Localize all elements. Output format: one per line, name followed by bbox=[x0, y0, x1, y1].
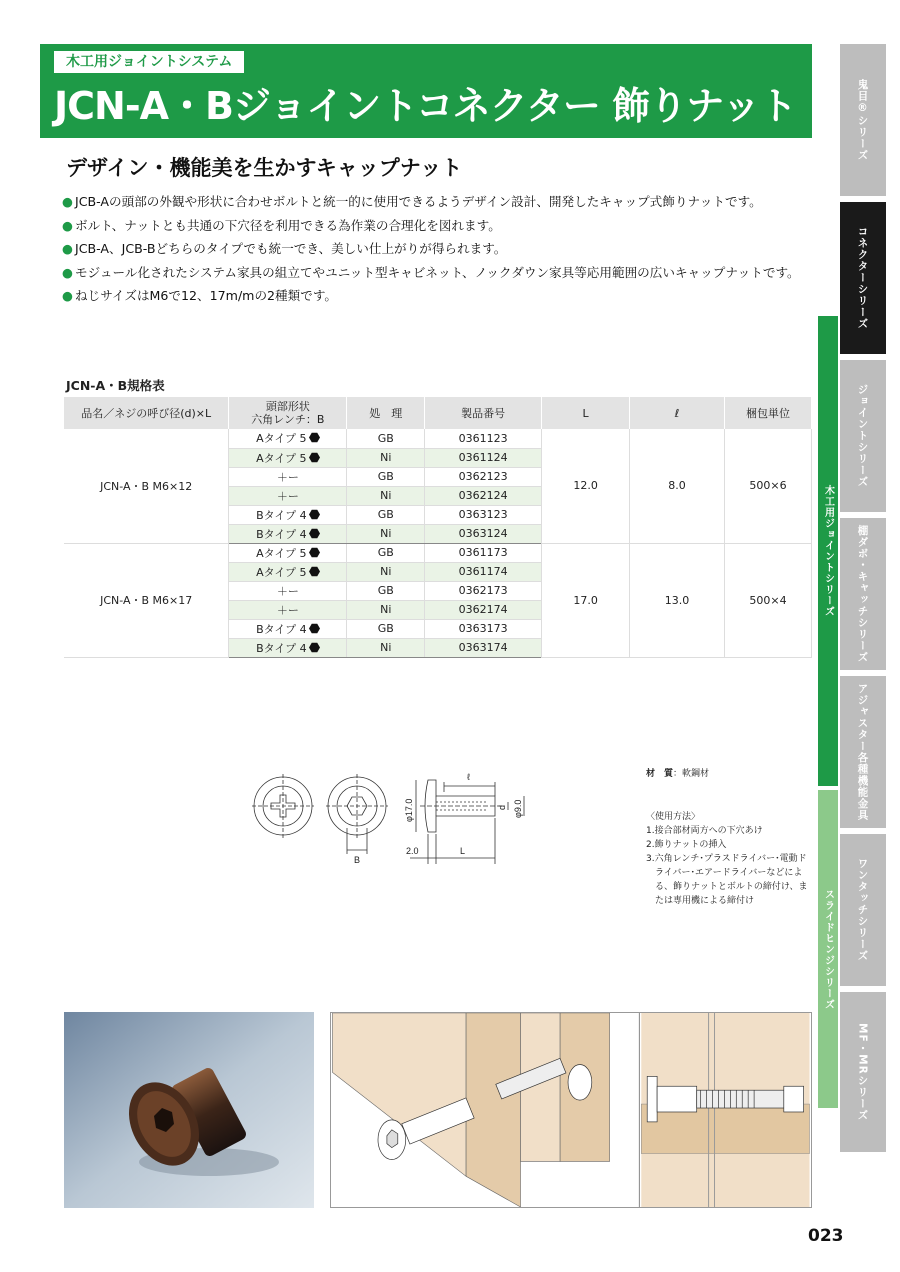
cell-finish: GB bbox=[347, 505, 425, 524]
cell-head: Aタイプ 5 bbox=[229, 562, 347, 581]
hex-icon bbox=[309, 452, 320, 466]
installation-illustration bbox=[330, 1012, 812, 1208]
cell-code: 0362124 bbox=[425, 486, 542, 505]
cell-code: 0363124 bbox=[425, 524, 542, 543]
cell-finish: GB bbox=[347, 429, 425, 448]
usage-line: 3.六角レンチ･プラスドライバー･電動ド bbox=[646, 854, 807, 864]
cell-finish: GB bbox=[347, 543, 425, 562]
spec-table-title: JCN-A・B規格表 bbox=[66, 378, 165, 393]
cell-code: 0361173 bbox=[425, 543, 542, 562]
cell-head: Bタイプ 4 bbox=[229, 505, 347, 524]
dim-L-label: L bbox=[460, 846, 466, 856]
side-tab-connector[interactable]: コネクターシリーズ bbox=[840, 202, 886, 354]
cell-code: 0362173 bbox=[425, 581, 542, 600]
cell-L: 12.0 bbox=[542, 429, 630, 543]
side-tab-onime[interactable]: 鬼目®シリーズ bbox=[840, 44, 886, 196]
feature-item: ● ねじサイズはM6で12、17m/mの2種類です。 bbox=[62, 284, 822, 308]
feature-item: ● JCB-A、JCB-Bどちらのタイプでも統一でき、美しい仕上がりが得られます。 bbox=[62, 237, 822, 261]
col-header-l: ℓ bbox=[630, 397, 725, 429]
usage-instructions bbox=[646, 810, 816, 908]
cell-finish: GB bbox=[347, 619, 425, 638]
cell-code: 0361123 bbox=[425, 429, 542, 448]
hex-icon bbox=[309, 528, 320, 542]
cell-head: Aタイプ 5 bbox=[229, 448, 347, 467]
cell-head: Bタイプ 4 bbox=[229, 638, 347, 657]
hex-icon bbox=[309, 642, 320, 656]
hex-icon bbox=[309, 547, 320, 561]
dim-phi9-label: φ9.0 bbox=[513, 799, 523, 818]
cell-code: 0362174 bbox=[425, 600, 542, 619]
table-row bbox=[64, 429, 812, 448]
spec-table bbox=[64, 397, 812, 658]
cell-code: 0363123 bbox=[425, 505, 542, 524]
cell-head: ＋ー bbox=[229, 467, 347, 486]
cell-pack: 500×4 bbox=[725, 543, 812, 657]
cell-finish: Ni bbox=[347, 638, 425, 657]
cell-l: 8.0 bbox=[630, 429, 725, 543]
dim-d-label: d bbox=[497, 804, 507, 810]
cell-head: Aタイプ 5 bbox=[229, 429, 347, 448]
cell-head: Aタイプ 5 bbox=[229, 543, 347, 562]
side-tab-joint[interactable]: ジョイントシリーズ bbox=[840, 360, 886, 512]
cell-head: ＋ー bbox=[229, 581, 347, 600]
page-number: 023 bbox=[808, 1226, 844, 1246]
cell-L: 17.0 bbox=[542, 543, 630, 657]
cell-code: 0363173 bbox=[425, 619, 542, 638]
dim-2-label: 2.0 bbox=[406, 846, 419, 856]
table-header-row bbox=[64, 397, 812, 429]
side-section-woodjoint: 木工用ジョイントシリーズ bbox=[818, 316, 838, 786]
cell-finish: Ni bbox=[347, 562, 425, 581]
dim-B-label: B bbox=[354, 855, 361, 865]
usage-line: ライバー･エアードライバーなどによ bbox=[646, 868, 803, 878]
hex-icon bbox=[309, 566, 320, 580]
usage-title: 〈使用方法〉 bbox=[646, 812, 701, 822]
usage-line: 2.飾りナットの挿入 bbox=[646, 840, 727, 850]
cell-finish: GB bbox=[347, 467, 425, 486]
cell-code: 0361124 bbox=[425, 448, 542, 467]
col-header-L: L bbox=[542, 397, 630, 429]
cell-head: Bタイプ 4 bbox=[229, 524, 347, 543]
usage-line: たは専用機による締付け bbox=[646, 896, 755, 906]
hex-icon bbox=[309, 432, 320, 446]
header-banner bbox=[40, 44, 812, 138]
cell-finish: Ni bbox=[347, 524, 425, 543]
cell-finish: Ni bbox=[347, 600, 425, 619]
cell-head: Bタイプ 4 bbox=[229, 619, 347, 638]
cell-name: JCN-A・B M6×17 bbox=[64, 543, 229, 657]
side-tab-adjuster[interactable]: アジャスター各種機能金具 bbox=[840, 676, 886, 828]
feature-item: ● JCB-Aの頭部の外観や形状に合わせボルトと統一的に使用できるようデザイン設計、開発したキャップ式飾りナットです。 bbox=[62, 190, 822, 214]
technical-drawing bbox=[250, 768, 540, 872]
hex-icon bbox=[309, 509, 320, 523]
col-header-head: 頭部形状 六角レンチ：B bbox=[229, 397, 347, 429]
side-tab-mf-mr[interactable]: MF・MRシリーズ bbox=[840, 992, 886, 1152]
usage-line: 1.接合部材両方への下穴あけ bbox=[646, 826, 763, 836]
series-tag: 木工用ジョイントシステム bbox=[54, 51, 244, 73]
page-title: JCN-A・Bジョイントコネクター 飾りナット bbox=[54, 84, 797, 128]
cell-code: 0361174 bbox=[425, 562, 542, 581]
material-note: 材 質：軟鋼材 bbox=[646, 769, 710, 779]
cell-pack: 500×6 bbox=[725, 429, 812, 543]
table-row bbox=[64, 543, 812, 562]
hex-icon bbox=[309, 623, 320, 637]
cell-code: 0362123 bbox=[425, 467, 542, 486]
dim-phi17-label: φ17.0 bbox=[404, 798, 414, 822]
dim-l-label: ℓ bbox=[467, 772, 470, 782]
side-tab-shelf-catch[interactable]: 棚ダボ・キャッチシリーズ bbox=[840, 518, 886, 670]
cell-finish: Ni bbox=[347, 448, 425, 467]
cell-finish: GB bbox=[347, 581, 425, 600]
cell-name: JCN-A・B M6×12 bbox=[64, 429, 229, 543]
side-section-slidehinge: スライドヒンジシリーズ bbox=[818, 790, 838, 1108]
col-header-name: 品名／ネジの呼び径(d)×L bbox=[64, 397, 229, 429]
cell-code: 0363174 bbox=[425, 638, 542, 657]
feature-item: ● モジュール化されたシステム家具の組立てやユニット型キャビネット、ノックダウン家具等応用範囲の広いキャップナットです。 bbox=[62, 261, 822, 285]
cell-head: ＋ー bbox=[229, 486, 347, 505]
feature-item: ● ボルト、ナットとも共通の下穴径を利用できる為作業の合理化を図れます。 bbox=[62, 214, 822, 238]
cell-l: 13.0 bbox=[630, 543, 725, 657]
product-photo bbox=[64, 1012, 314, 1208]
usage-line: る、飾りナットとボルトの締付け、ま bbox=[646, 882, 808, 892]
feature-list bbox=[62, 190, 822, 308]
cell-finish: Ni bbox=[347, 486, 425, 505]
col-header-finish: 処 理 bbox=[347, 397, 425, 429]
col-header-pack: 梱包単位 bbox=[725, 397, 812, 429]
section-heading: デザイン・機能美を生かすキャップナット bbox=[66, 156, 463, 180]
side-tab-one-touch[interactable]: ワンタッチシリーズ bbox=[840, 834, 886, 986]
cell-head: ＋ー bbox=[229, 600, 347, 619]
col-header-code: 製品番号 bbox=[425, 397, 542, 429]
